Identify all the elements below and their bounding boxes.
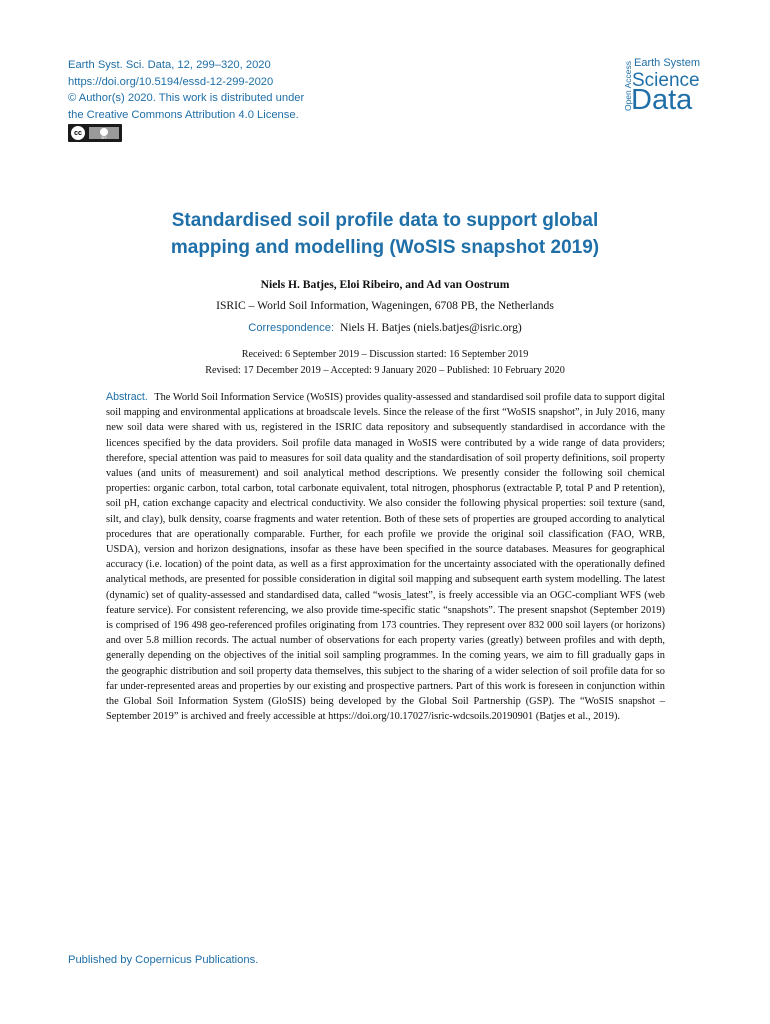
logo-line-2: Science — [632, 70, 700, 91]
publisher-footer[interactable]: Published by Copernicus Publications. — [68, 954, 259, 966]
journal-logo — [620, 57, 706, 119]
affiliation: ISRIC – World Soil Information, Wageningen, 6708 PB, the Netherlands — [216, 299, 554, 312]
doi-link[interactable]: https://doi.org/10.5194/essd-12-299-2020 — [68, 75, 274, 88]
article-dates — [100, 347, 670, 378]
correspondence-label: Correspondence: — [248, 322, 335, 334]
logo-line-3: Data — [631, 84, 693, 116]
abstract — [106, 390, 665, 724]
title-line-1: Standardised soil profile data to support global — [171, 210, 599, 231]
dates-line-1: Received: 6 September 2019 – Discussion started: 16 September 2019 — [241, 349, 529, 360]
by-label: BY — [101, 135, 107, 140]
cc-icon: cc — [71, 126, 85, 140]
title-line-2: mapping and modelling (WoSIS snapshot 2019) — [170, 237, 600, 258]
journal-header — [68, 57, 304, 123]
abstract-label: Abstract. — [106, 391, 148, 403]
dates-line-2: Revised: 17 December 2019 – Accepted: 9 January 2020 – Published: 10 February 2020 — [205, 364, 565, 376]
license-line-2[interactable]: the Creative Commons Attribution 4.0 License. — [68, 108, 299, 121]
citation: Earth Syst. Sci. Data, 12, 299–320, 2020 — [68, 59, 271, 71]
cc-by-license-icon[interactable] — [68, 124, 122, 142]
abstract-text: The World Soil Information Service (WoSIS) provides quality-assessed and standardised soil profile data to support digital soil mapping and environmental applications at broadscale levels. Since the release of the first “WoSIS snapshot”, in July 2016, many new soil data were shared with us, registered in the ISRIC data repository and subsequently standardised in accordance with the licences specified by the data providers. Soil profile data managed in WoSIS were contributed by a wide range of data providers; therefore, special attention was paid to measures for soil data quality and the standardisation of soil property definitions, soil property values (and units of measurement) and soil analytical method descriptions. We presently consider the following soil chemical properties: organic carbon, total carbon, total carbonate equivalent, total nitrogen, phosphorus (extractable P, total P and P retention), soil pH, cation exchange capacity and electrical conductivity. We also consider the following physical properties: soil texture (sand, silt, and clay), bulk density, coarse fragments and water retention. Both of these sets of properties are grouped according to analytical procedures that are operationally comparable. Further, for each profile we provide the original soil classification (FAO, WRB, USDA), version and horizon designations, insofar as these have been specified in the source databases. Measures for geographical accuracy (i.e. location) of the point data, as well as a first approximation for the uncertainty associated with the operationally defined analytical methods, are presented for possible consideration in digital soil mapping and subsequent earth system modelling. The latest (dynamic) set of quality-assessed and standardised data, called “wosis_latest”, is freely accessible via an OGC-compliant WFS (web feature service). For consistent referencing, we also provide time-specific static “snapshots”. The present snapshot (September 2019) is comprised of 196 498 geo-referenced profiles originating from 173 countries. They represent over 832 000 soil layers (or horizons) and over 5.8 million records. The actual number of observations for each property varies (greatly) between profiles and with depth, generally depending on the objectives of the initial soil sampling programmes. In the coming years, we aim to fill gradually gaps in the geographic distribution and soil property data themselves, this subject to the sharing of a wider selection of soil profile data for so far under-represented areas and properties by our existing and prospective partners. Part of this work is foreseen in conjunction within the Global Soil Information System (GloSIS) being developed by the Global Soil Partnership (GSP). The “WoSIS snapshot – September 2019” is archived and freely accessible at https://doi.org/10.17027/isric-wdcsoils.20190901 (Batjes et al., 2019). — [106, 392, 665, 723]
correspondence-text: Niels H. Batjes (niels.batjes@isric.org) — [339, 321, 522, 334]
license-line-1: © Author(s) 2020. This work is distributed under — [68, 92, 305, 105]
open-access-label: Open Access — [623, 60, 633, 112]
by-attribution-icon — [89, 127, 119, 139]
correspondence — [100, 321, 670, 334]
logo-line-1: Earth System — [634, 57, 701, 69]
authors: Niels H. Batjes, Eloi Ribeiro, and Ad van Oostrum — [260, 278, 510, 291]
article-title — [100, 207, 670, 261]
